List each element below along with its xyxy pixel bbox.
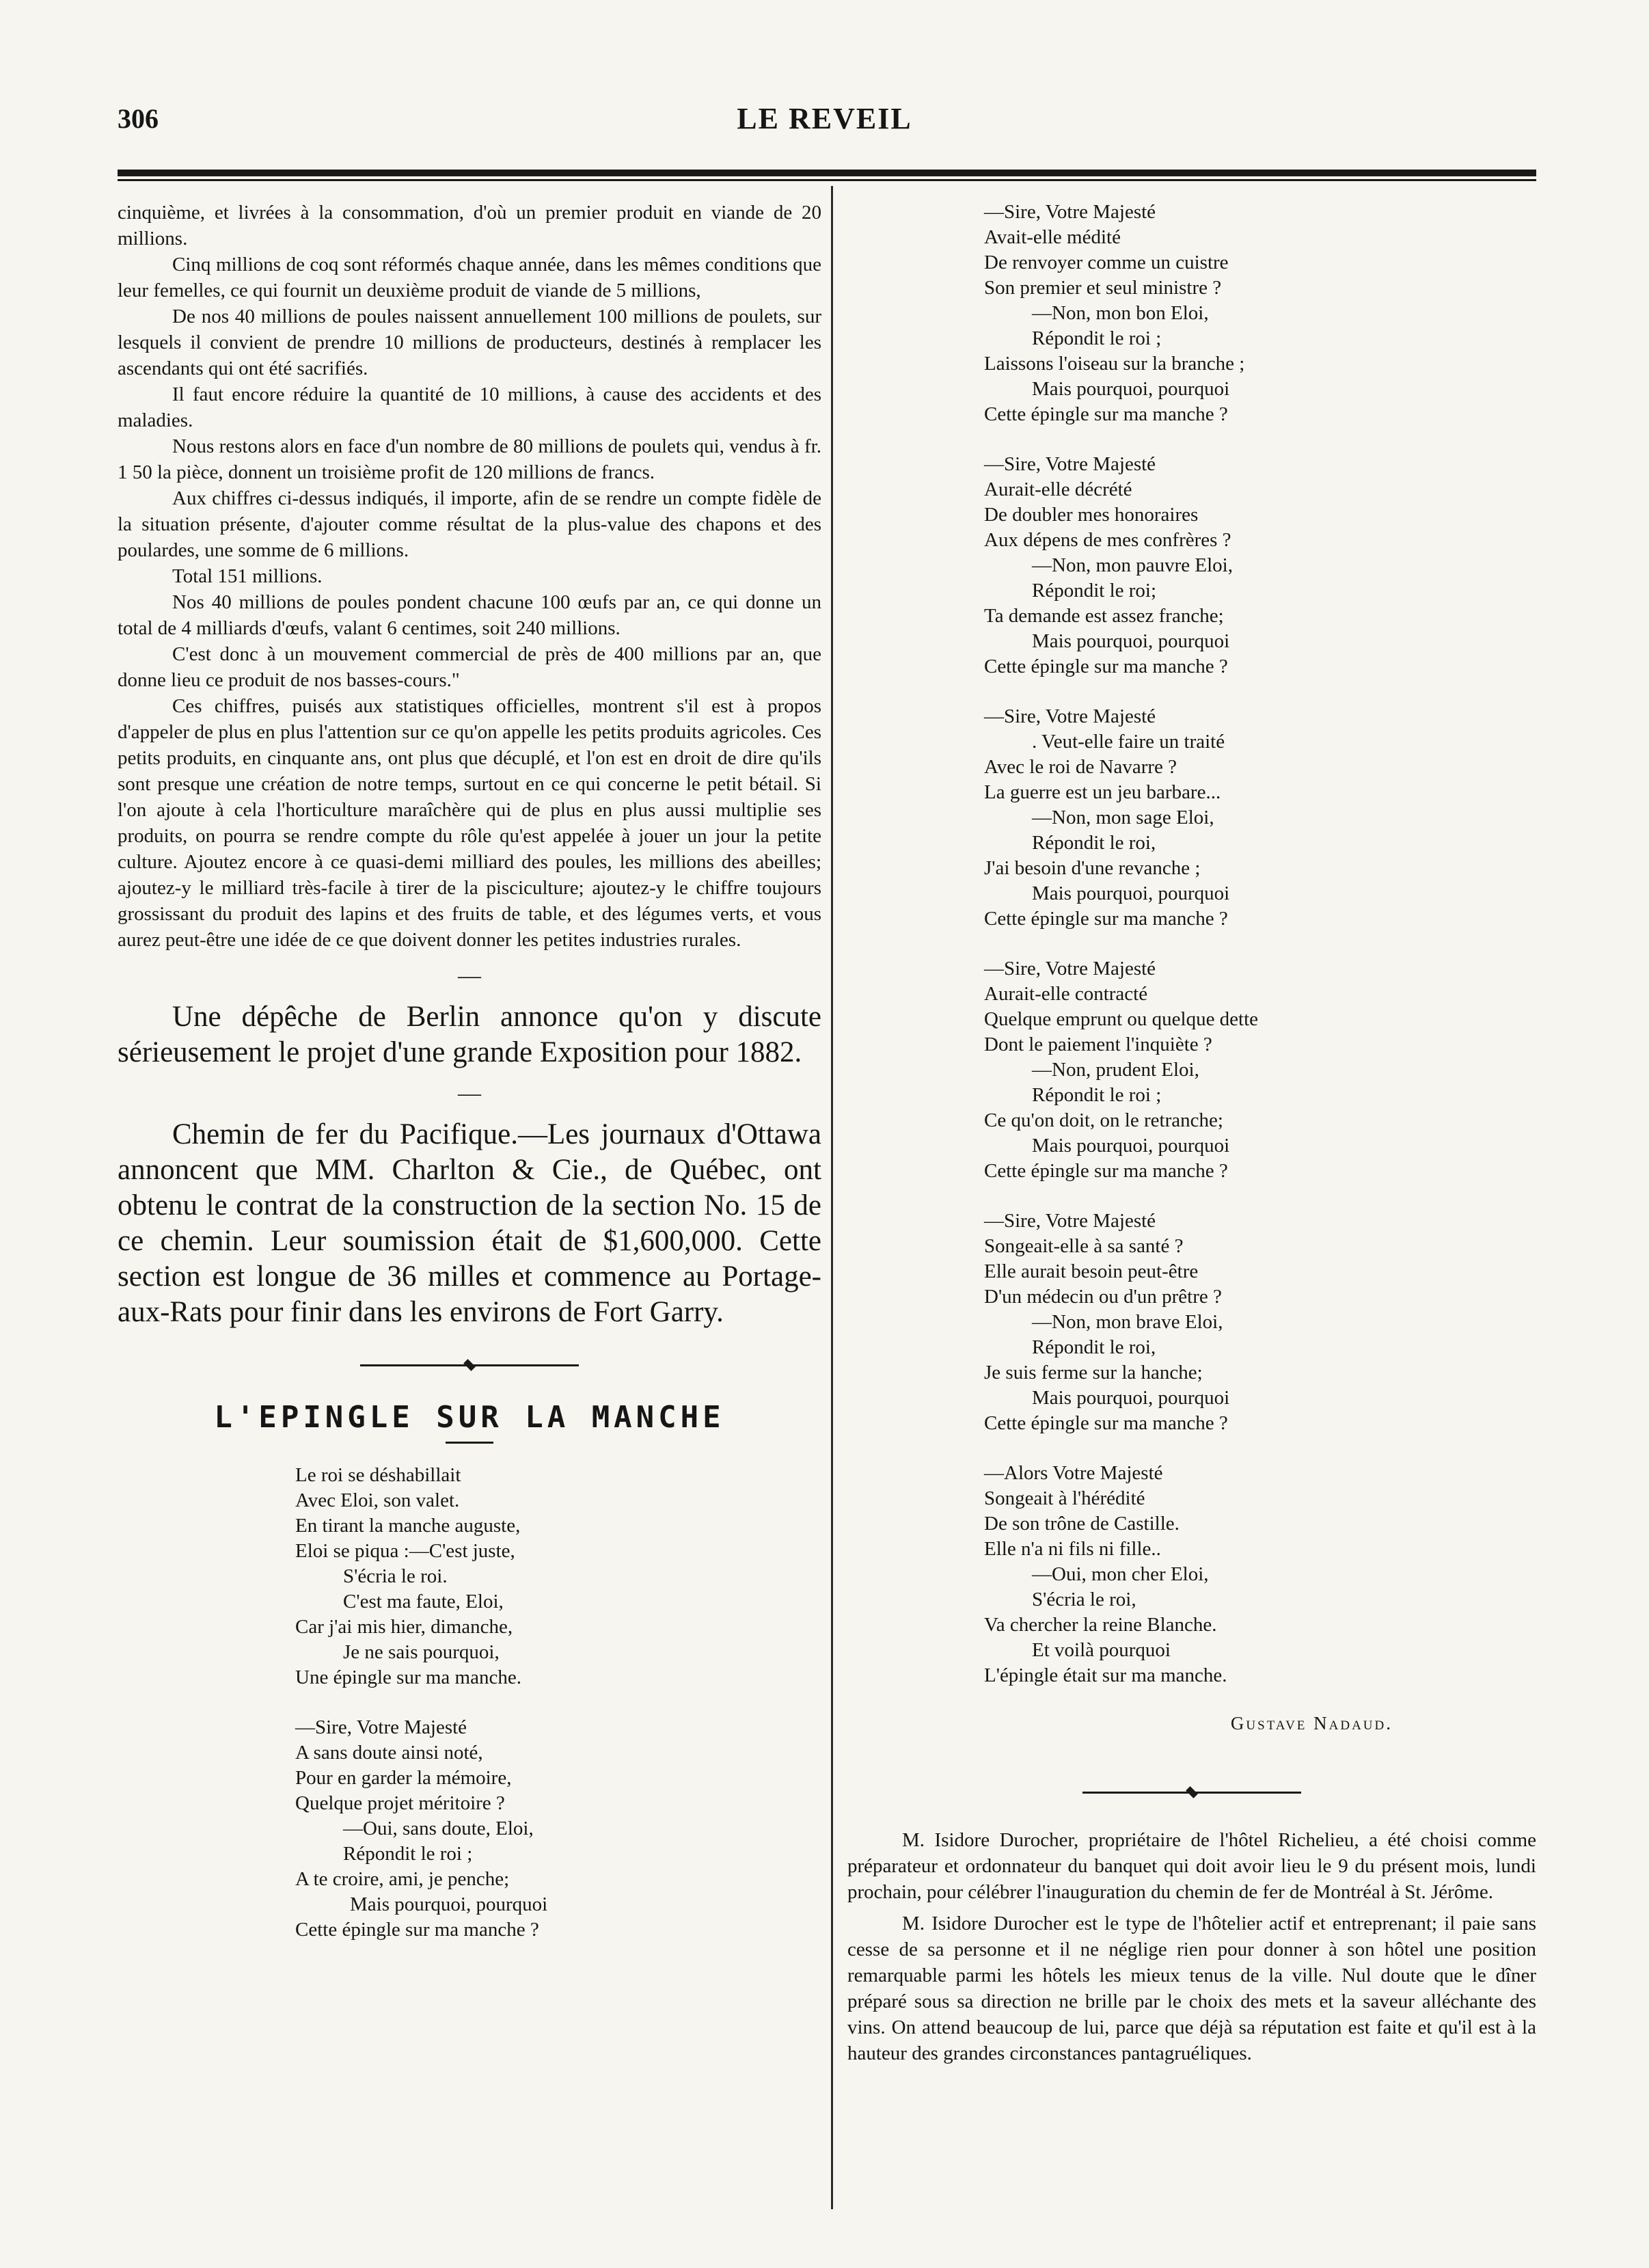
- article-paragraph: Il faut encore réduire la quantité de 10 millions, à cause des accidents et des maladies.: [118, 383, 821, 431]
- poem-line: Je ne sais pourquoi,: [343, 1641, 500, 1663]
- poem-line: A sans doute ainsi noté,: [295, 1742, 483, 1764]
- poem-title: L'EPINGLE SUR LA MANCHE: [214, 1400, 725, 1435]
- poem-line: Pour en garder la mémoire,: [295, 1767, 512, 1789]
- poem-line: —Oui, mon cher Eloi,: [1032, 1563, 1209, 1585]
- poem-line: Mais pourquoi, pourquoi: [1032, 378, 1230, 400]
- poem-line: Son premier et seul ministre ?: [984, 277, 1222, 299]
- poem-line: Cette épingle sur ma manche ?: [984, 1412, 1228, 1434]
- poem-line: Avait-elle médité: [984, 226, 1121, 248]
- poem-line: —Sire, Votre Majesté: [984, 705, 1156, 727]
- poem-line: Répondit le roi;: [1032, 580, 1157, 602]
- poem-line: Je suis ferme sur la hanche;: [984, 1362, 1203, 1383]
- poem-line: L'épingle était sur ma manche.: [984, 1664, 1227, 1686]
- article-paragraph: cinquième, et livrées à la consommation, d'où un premier produit en viande de 20 millions.: [118, 202, 821, 249]
- poem-line: C'est ma faute, Eloi,: [343, 1591, 504, 1612]
- poem-stanza: [984, 200, 1536, 427]
- poem-line: —Sire, Votre Majesté: [295, 1716, 467, 1738]
- poem-line: Mais pourquoi, pourquoi: [350, 1893, 548, 1915]
- poem-line: —Non, mon brave Eloi,: [1032, 1311, 1223, 1333]
- poem-line: S'écria le roi,: [1032, 1589, 1136, 1610]
- poem-signature: Gustave Nadaud.: [1230, 1713, 1393, 1733]
- poem-stanza: [295, 1715, 821, 1943]
- poem-line: De son trône de Castille.: [984, 1513, 1180, 1535]
- poem-line: La guerre est un jeu barbare...: [984, 781, 1221, 803]
- article-paragraph: Aux chiffres ci-dessus indiqués, il importe, afin de se rendre un compte fidèle de la situation présente, d'ajouter comme résultat de la plus-value des chapons et des poulardes, une somme de 6 millions.: [118, 487, 821, 561]
- poem-stanza: [984, 1461, 1536, 1688]
- header-rule-thick: [118, 170, 1536, 176]
- page-title: LE REVEIL: [737, 102, 912, 135]
- article-paragraph: C'est donc à un mouvement commercial de près de 400 millions par an, que donne lieu ce produit de nos basses-cours.": [118, 643, 821, 691]
- article-paragraph: Nos 40 millions de poules pondent chacune 100 œufs par an, ce qui donne un total de 4 milliards d'œufs, valant 6 centimes, soit 240 millions.: [118, 591, 821, 639]
- news-paragraph: M. Isidore Durocher, propriétaire de l'hôtel Richelieu, a été choisi comme préparateur et ordonnateur du banquet qui doit avoir lieu le 9 du présent mois, lundi prochain, pour célébrer l'inauguration du chemin de fer de Montréal à St. Jérôme.: [847, 1829, 1536, 1903]
- poem-line: Répondit le roi ;: [343, 1843, 473, 1865]
- poem-line: Le roi se déshabillait: [295, 1464, 461, 1486]
- poem-line: —Sire, Votre Majesté: [984, 453, 1156, 475]
- poem-line: Elle n'a ni fils ni fille..: [984, 1538, 1161, 1560]
- poem-line: Cette épingle sur ma manche ?: [984, 656, 1228, 677]
- poem-line: J'ai besoin d'une revanche ;: [984, 857, 1201, 879]
- poem-line: Quelque emprunt ou quelque dette: [984, 1008, 1259, 1030]
- poem-line: Mais pourquoi, pourquoi: [1032, 630, 1230, 652]
- title-dash: [446, 1442, 493, 1444]
- berlin-notice: [118, 999, 821, 1070]
- ornamental-separator: [360, 1355, 579, 1375]
- poem-line: Car j'ai mis hier, dimanche,: [295, 1616, 513, 1638]
- poem-line: Aurait-elle décrété: [984, 478, 1132, 500]
- poem-line: En tirant la manche auguste,: [295, 1515, 521, 1537]
- poem-line: —Oui, sans doute, Eloi,: [343, 1818, 534, 1839]
- poem-stanza: [984, 956, 1536, 1184]
- poem-stanza: [295, 1463, 821, 1690]
- berlin-paragraph: Une dépêche de Berlin annonce qu'on y discute sérieusement le projet d'une grande Exposition pour 1882.: [118, 1001, 821, 1068]
- poem-line: Va chercher la reine Blanche.: [984, 1614, 1217, 1636]
- poem-line: Elle aurait besoin peut-être: [984, 1260, 1199, 1282]
- pacifique-notice: [118, 1117, 821, 1330]
- poem-line: Aurait-elle contracté: [984, 983, 1148, 1005]
- left-column: [118, 200, 821, 1967]
- poem-stanza: [984, 1209, 1536, 1436]
- article-paragraph: De nos 40 millions de poules naissent annuellement 100 millions de poulets, sur lesquels il convient de prendre 10 millions de producteurs, destinés à remplacer les ascendants qui ont été sacrifiés.: [118, 306, 821, 379]
- poem-line: —Alors Votre Majesté: [984, 1462, 1163, 1484]
- right-column: [847, 200, 1536, 2072]
- poem-line: De renvoyer comme un cuistre: [984, 252, 1229, 273]
- poem-line: Ce qu'on doit, on le retranche;: [984, 1109, 1223, 1131]
- poem-line: Songeait à l'hérédité: [984, 1487, 1145, 1509]
- article-paragraph: Total 151 millions.: [172, 565, 323, 587]
- pacifique-paragraph: Chemin de fer du Pacifique.—Les journaux d'Ottawa annoncent que MM. Charlton & Cie., de Québec, ont obtenu le contrat de la construction de la section No. 15 de ce chemin. Leur soumission était de $1,600,000. Cette section est longue de 36 milles et commence au Portage-aux-Rats pour finir dans les environs de Fort Garry.: [118, 1118, 821, 1328]
- poem-line: Mais pourquoi, pourquoi: [1032, 1135, 1230, 1157]
- poem-line: —Sire, Votre Majesté: [984, 958, 1156, 980]
- poem-line: Songeait-elle à sa santé ?: [984, 1235, 1184, 1257]
- poem-line: Mais pourquoi, pourquoi: [1032, 1387, 1230, 1409]
- poem-line: Aux dépens de mes confrères ?: [984, 529, 1231, 551]
- poem-line: A te croire, ami, je penche;: [295, 1868, 510, 1890]
- poem-line: —Non, mon bon Eloi,: [1032, 302, 1209, 324]
- poem-line: Cette épingle sur ma manche ?: [984, 1160, 1228, 1182]
- poem-line: —Sire, Votre Majesté: [984, 201, 1156, 223]
- poem-line: Avec le roi de Navarre ?: [984, 756, 1177, 778]
- poem-line: Répondit le roi,: [1032, 1336, 1156, 1358]
- header-rule-thin: [118, 179, 1536, 181]
- article-paragraph: Nous restons alors en face d'un nombre de 80 millions de poulets qui, vendus à fr. 1 50 la pièce, donnent un troisième profit de 120 millions de francs.: [118, 435, 821, 483]
- separator-dash: —: [458, 963, 481, 988]
- poem-line: Mais pourquoi, pourquoi: [1032, 882, 1230, 904]
- separator-dash: —: [458, 1081, 481, 1106]
- poem-line: Et voilà pourquoi: [1032, 1639, 1171, 1661]
- poem-line: Répondit le roi ;: [1032, 1084, 1162, 1106]
- poem-line: Cette épingle sur ma manche ?: [984, 908, 1228, 930]
- article-paragraph: Cinq millions de coq sont réformés chaque année, dans les mêmes conditions que leur femelles, ce qui fournit un deuxième produit de viande de 5 millions,: [118, 254, 821, 301]
- poem-line: Répondit le roi ;: [1032, 327, 1162, 349]
- poem-part-two: [847, 200, 1536, 1688]
- poem-line: Cette épingle sur ma manche ?: [295, 1919, 539, 1941]
- article-paragraph: Ces chiffres, puisés aux statistiques officielles, montrent s'il est à propos d'appeler de plus en plus l'attention sur ce qu'on appelle les petits produits agricoles. Ces petits produits, en cinquante ans, ont plus que décuplé, et l'on est en droit de dire qu'ils sont presque une création de notre temps, surtout en ce qui concerne le petit bétail. Si l'on ajoute à cela l'horticulture maraîchère qui de plus en plus aussi multiplie ses produits, on pourra se rendre compte du rôle qu'est appelée à jouer un jour la petite culture. Ajoutez encore à ce quasi-demi milliard des poules, les millions des abeilles; ajoutez-y le milliard très-facile à tirer de la pisciculture; ajoutez-y le chiffre toujours grossissant du produit des lapins et des fruits de table, et des légumes verts, et vous aurez peut-être une idée de ce que doivent donner les petites industries rurales.: [118, 695, 821, 951]
- poem-line: Dont le paiement l'inquiète ?: [984, 1034, 1212, 1055]
- poem-line: D'un médecin ou d'un prêtre ?: [984, 1286, 1222, 1308]
- poem-line: Laissons l'oiseau sur la branche ;: [984, 353, 1245, 375]
- poem-part-one: [118, 1463, 821, 1943]
- poem-stanza: [984, 704, 1536, 932]
- poem-line: Cette épingle sur ma manche ?: [984, 403, 1228, 425]
- poem-line: —Sire, Votre Majesté: [984, 1210, 1156, 1232]
- poem-line: Eloi se piqua :—C'est juste,: [295, 1540, 515, 1562]
- poem-stanza: [984, 452, 1536, 679]
- ornamental-separator: [1082, 1782, 1301, 1803]
- poem-line: Une épingle sur ma manche.: [295, 1666, 521, 1688]
- page-number: 306: [118, 103, 159, 134]
- durocher-notice: [847, 1827, 1536, 2066]
- column-divider: [831, 186, 833, 2209]
- poem-line: De doubler mes honoraires: [984, 504, 1199, 526]
- poem-line: . Veut-elle faire un traité: [1032, 731, 1225, 753]
- poem-line: —Non, mon sage Eloi,: [1032, 807, 1214, 828]
- poem-line: Quelque projet méritoire ?: [295, 1792, 505, 1814]
- news-paragraph: M. Isidore Durocher est le type de l'hôtelier actif et entreprenant; il paie sans cesse de sa personne et il ne néglige rien pour donner à son hôtel une position remarquable parmi les hôtels les mieux tenus de la ville. Nul doute que le dîner préparé sous sa direction ne brille par le choix des mets et la saveur alléchante des vins. On attend beaucoup de lui, parce que déjà sa réputation est faite et qu'il est à la hauteur des grandes circonstances pantagruéliques.: [847, 1913, 1536, 2064]
- poem-line: —Non, mon pauvre Eloi,: [1032, 554, 1233, 576]
- poem-line: S'écria le roi.: [343, 1565, 448, 1587]
- poem-line: Avec Eloi, son valet.: [295, 1489, 460, 1511]
- poem-line: —Non, prudent Eloi,: [1032, 1059, 1199, 1081]
- poem-line: Répondit le roi,: [1032, 832, 1156, 854]
- poultry-article: [118, 200, 821, 953]
- poem-line: Ta demande est assez franche;: [984, 605, 1224, 627]
